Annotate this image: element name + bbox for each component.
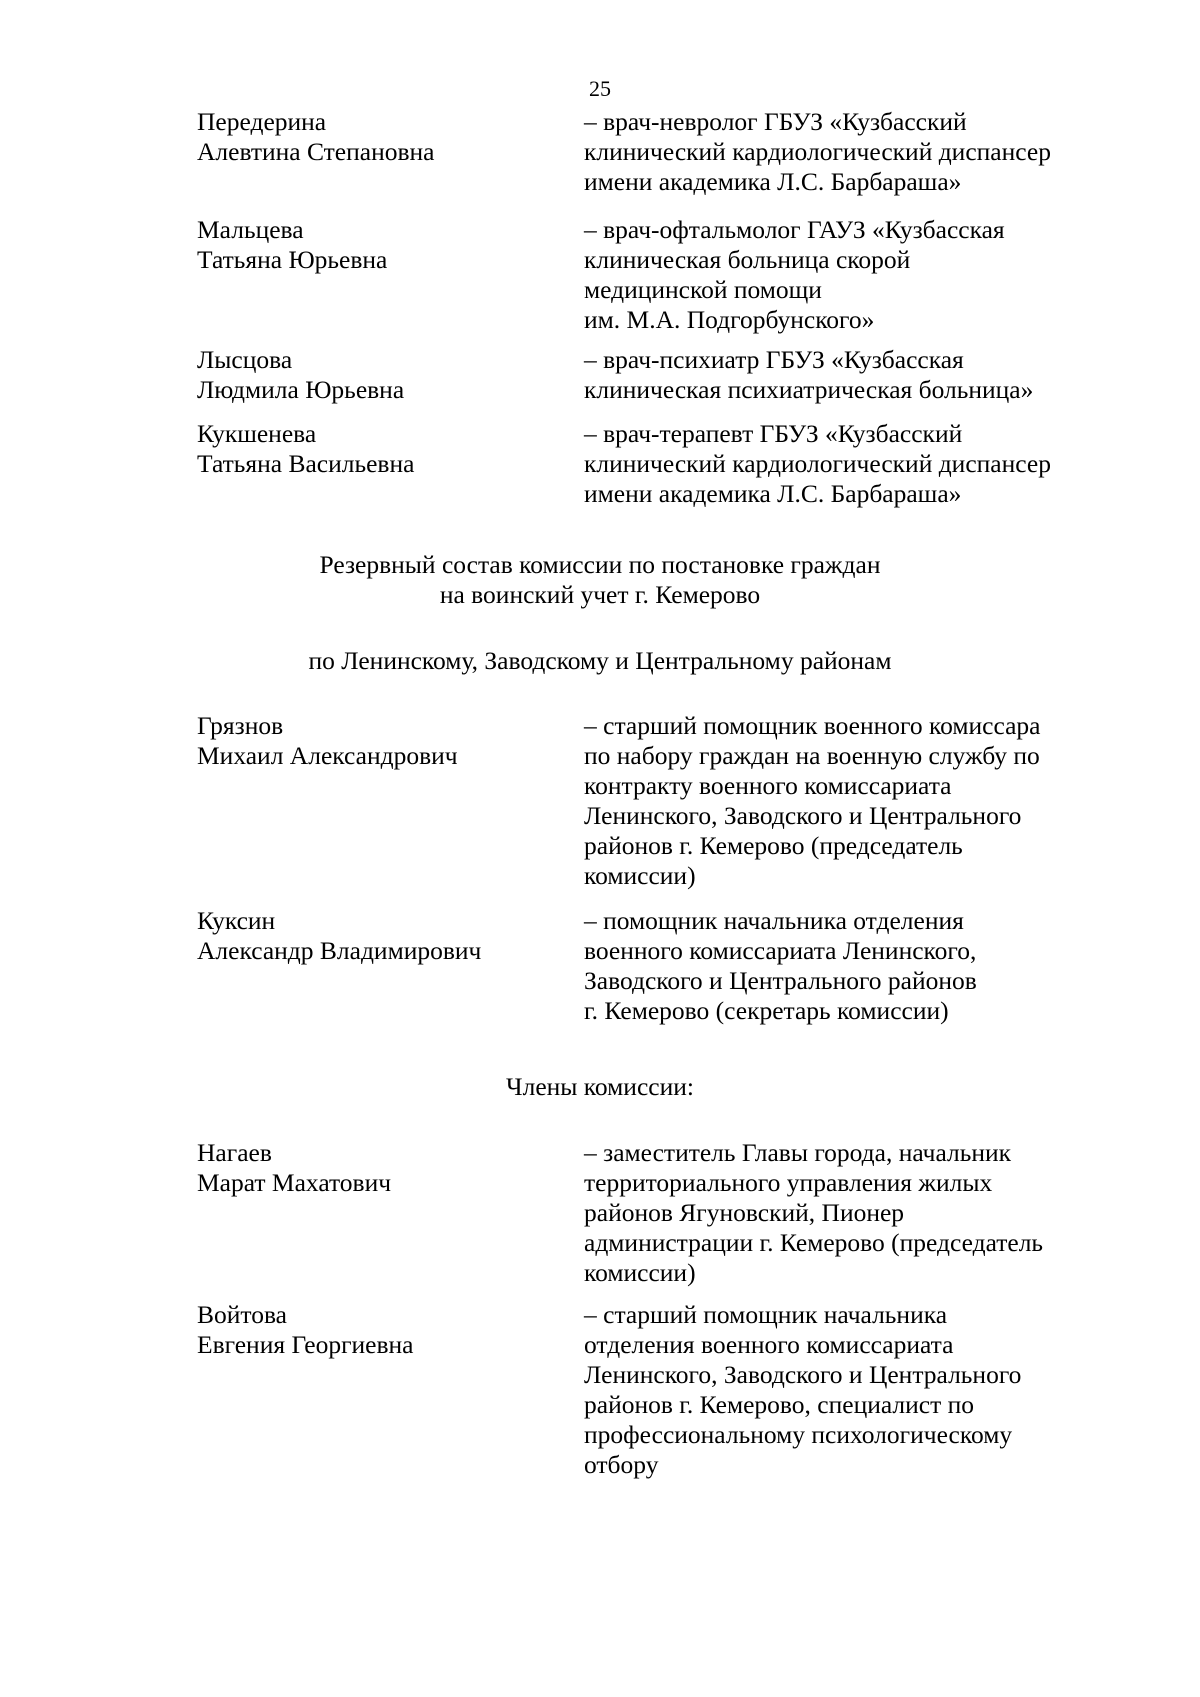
reserve-heading-line: Резервный состав комиссии по постановке граждан — [319, 550, 881, 579]
position-line: клинический кардиологический диспансер — [584, 449, 1051, 478]
member-given-names: Евгения Георгиевна — [197, 1330, 414, 1359]
member-given-names: Михаил Александрович — [197, 741, 458, 770]
position-line: – старший помощник военного комиссара — [584, 711, 1041, 740]
member-given-names: Марат Махатович — [197, 1168, 392, 1197]
member-given-names: Татьяна Юрьевна — [197, 245, 388, 274]
position-line: комиссии) — [584, 861, 696, 890]
position-line: имени академика Л.С. Барбараша» — [584, 167, 962, 196]
member-surname: Куксин — [197, 906, 276, 935]
members-heading-text: Члены комиссии: — [506, 1072, 694, 1101]
position-line: военного комиссариата Ленинского, — [584, 936, 977, 965]
position-line: клиническая психиатрическая больница» — [584, 375, 1034, 404]
position-line: Заводского и Центрального районов — [584, 966, 977, 995]
member-given-names: Людмила Юрьевна — [197, 375, 405, 404]
member-surname: Грязнов — [197, 711, 284, 740]
member-given-names: Алевтина Степановна — [197, 137, 435, 166]
position-line: – помощник начальника отделения — [584, 906, 964, 935]
position-line: клиническая больница скорой — [584, 245, 911, 274]
reserve-heading-line: на воинский учет г. Кемерово — [439, 580, 761, 609]
member-name — [197, 419, 577, 479]
member-surname: Передерина — [197, 107, 327, 136]
position-line: районов Ягуновский, Пионер — [584, 1198, 905, 1227]
member-position — [584, 906, 1124, 1026]
members-heading — [0, 1072, 1200, 1102]
position-line: отделения военного комиссариата — [584, 1330, 954, 1359]
member-surname: Кукшенева — [197, 419, 317, 448]
member-name — [197, 107, 577, 167]
district-heading-text: по Ленинскому, Заводскому и Центральному районам — [308, 646, 892, 675]
member-name — [197, 711, 577, 771]
position-line: – врач-офтальмолог ГАУЗ «Кузбасская — [584, 215, 1005, 244]
position-line: – заместитель Главы города, начальник — [584, 1138, 1012, 1167]
reserve-heading — [0, 550, 1200, 610]
member-surname: Нагаев — [197, 1138, 272, 1167]
position-line: – врач-невролог ГБУЗ «Кузбасский — [584, 107, 967, 136]
position-line: по набору граждан на военную службу по — [584, 741, 1040, 770]
position-line: г. Кемерово (секретарь комиссии) — [584, 996, 949, 1025]
member-surname: Лысцова — [197, 345, 293, 374]
member-given-names: Александр Владимирович — [197, 936, 482, 965]
position-line: имени академика Л.С. Барбараша» — [584, 479, 962, 508]
district-heading — [0, 646, 1200, 676]
position-line: контракту военного комиссариата — [584, 771, 952, 800]
member-name — [197, 345, 577, 405]
position-line: – врач-терапевт ГБУЗ «Кузбасский — [584, 419, 963, 448]
position-line: – врач-психиатр ГБУЗ «Кузбасская — [584, 345, 964, 374]
member-surname: Мальцева — [197, 215, 304, 244]
member-given-names: Татьяна Васильевна — [197, 449, 415, 478]
member-name — [197, 215, 577, 275]
position-line: администрации г. Кемерово (председатель — [584, 1228, 1044, 1257]
position-line: клинический кардиологический диспансер — [584, 137, 1051, 166]
member-name — [197, 1138, 577, 1198]
position-line: Ленинского, Заводского и Центрального — [584, 1360, 1022, 1389]
member-position — [584, 215, 1124, 335]
position-line: комиссии) — [584, 1258, 696, 1287]
position-line: Ленинского, Заводского и Центрального — [584, 801, 1022, 830]
member-position — [584, 107, 1124, 197]
position-line: – старший помощник начальника — [584, 1300, 948, 1329]
position-line: районов г. Кемерово (председатель — [584, 831, 963, 860]
page-number: 25 — [589, 76, 611, 101]
member-position — [584, 345, 1124, 405]
member-position — [584, 419, 1124, 509]
position-line: им. М.А. Подгорбунского» — [584, 305, 875, 334]
member-name — [197, 906, 577, 966]
position-line: медицинской помощи — [584, 275, 822, 304]
position-line: отбору — [584, 1450, 659, 1479]
member-position — [584, 711, 1124, 891]
position-line: профессиональному психологическому — [584, 1420, 1013, 1449]
position-line: территориального управления жилых — [584, 1168, 993, 1197]
position-line: районов г. Кемерово, специалист по — [584, 1390, 975, 1419]
member-position — [584, 1300, 1124, 1480]
member-position — [584, 1138, 1124, 1288]
member-name — [197, 1300, 577, 1360]
member-surname: Войтова — [197, 1300, 287, 1329]
